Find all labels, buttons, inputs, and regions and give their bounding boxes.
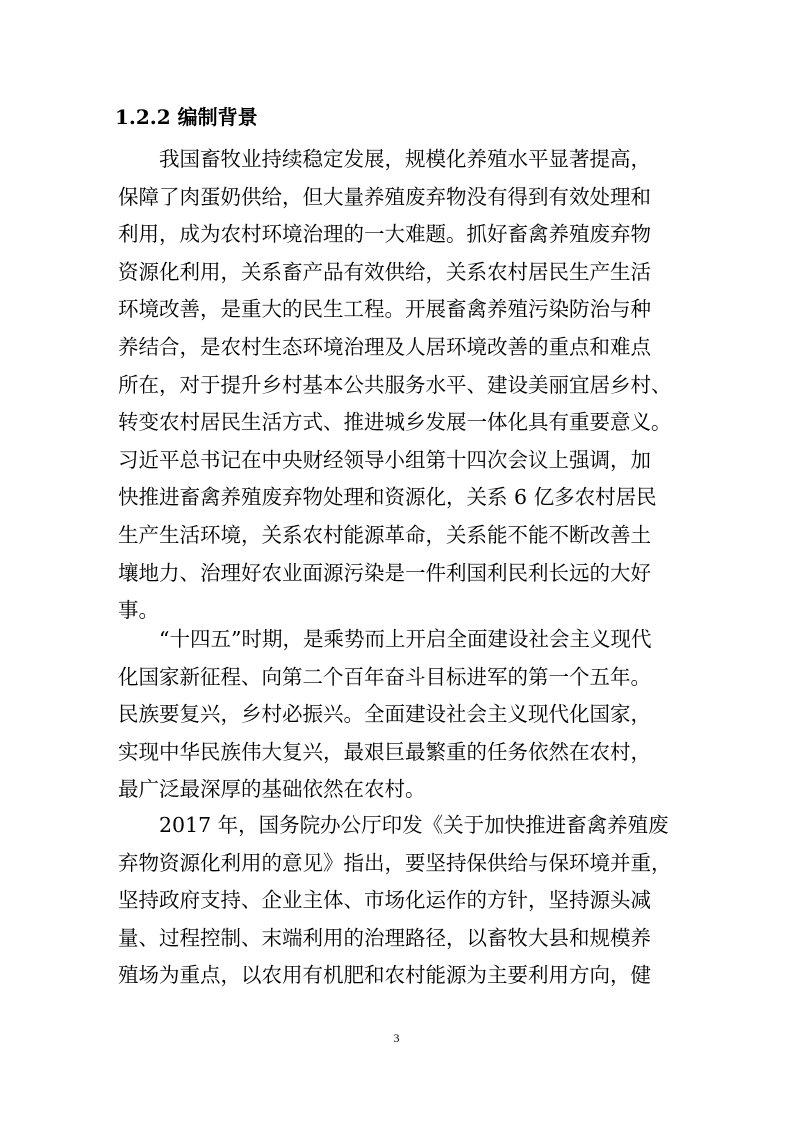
paragraph-2017-opinion [118, 807, 672, 995]
text-line: 2017 年，国务院办公厅印发《关于加快推进畜禽养殖废 [159, 813, 669, 837]
text-line: 殖场为重点，以农用有机肥和农村能源为主要利用方向，健 [118, 963, 651, 988]
text-line: 我国畜牧业持续稳定发展，规模化养殖水平显著提高， [159, 147, 651, 171]
text-line: 事。 [118, 598, 159, 623]
text-line: 化国家新征程、向第二个百年奋斗目标进军的第一个五年。 [118, 664, 651, 689]
paragraph-background [118, 141, 672, 630]
text-line: 最广泛最深厚的基础依然在农村。 [118, 777, 426, 802]
paragraph-fourteenth-five-year [118, 621, 651, 809]
text-line: 习近平总书记在中央财经领导小组第十四次会议上强调，加 [118, 447, 651, 472]
section-heading: 1.2.2 编制背景 [115, 105, 258, 129]
text-line: 壤地力、治理好农业面源污染是一件利国利民利长远的大好 [118, 560, 651, 585]
text-line: 民族要复兴，乡村必振兴。全面建设社会主义现代化国家， [118, 702, 651, 727]
text-line: 所在，对于提升乡村基本公共服务水平、建设美丽宜居乡村、 [118, 372, 672, 397]
text-line: 量、过程控制、末端利用的治理路径，以畜牧大县和规模养 [118, 925, 651, 950]
text-line: “十四五”时期，是乘势而上开启全面建设社会主义现代 [159, 627, 652, 651]
page-number: 3 [393, 1031, 400, 1045]
text-line: 转变农村居民生活方式、推进城乡发展一体化具有重要意义。 [118, 410, 672, 435]
text-line: 实现中华民族伟大复兴，最艰巨最繁重的任务依然在农村， [118, 739, 651, 764]
text-line: 保障了肉蛋奶供给，但大量养殖废弃物没有得到有效处理和 [118, 184, 651, 209]
text-line: 资源化利用，关系畜产品有效供给，关系农村居民生产生活 [118, 259, 651, 284]
text-line: 快推进畜禽养殖废弃物处理和资源化，关系 6 亿多农村居民 [118, 485, 657, 510]
text-line: 弃物资源化利用的意见》指出，要坚持保供给与保环境并重， [118, 850, 672, 875]
text-line: 利用，成为农村环境治理的一大难题。抓好畜禽养殖废弃物 [118, 222, 651, 247]
text-line: 环境改善，是重大的民生工程。开展畜禽养殖污染防治与种 [118, 297, 651, 322]
text-line: 养结合，是农村生态环境治理及人居环境改善的重点和难点 [118, 334, 651, 359]
text-line: 坚持政府支持、企业主体、市场化运作的方针，坚持源头减 [118, 888, 651, 913]
text-line: 生产生活环境，关系农村能源革命，关系能不能不断改善土 [118, 522, 651, 547]
